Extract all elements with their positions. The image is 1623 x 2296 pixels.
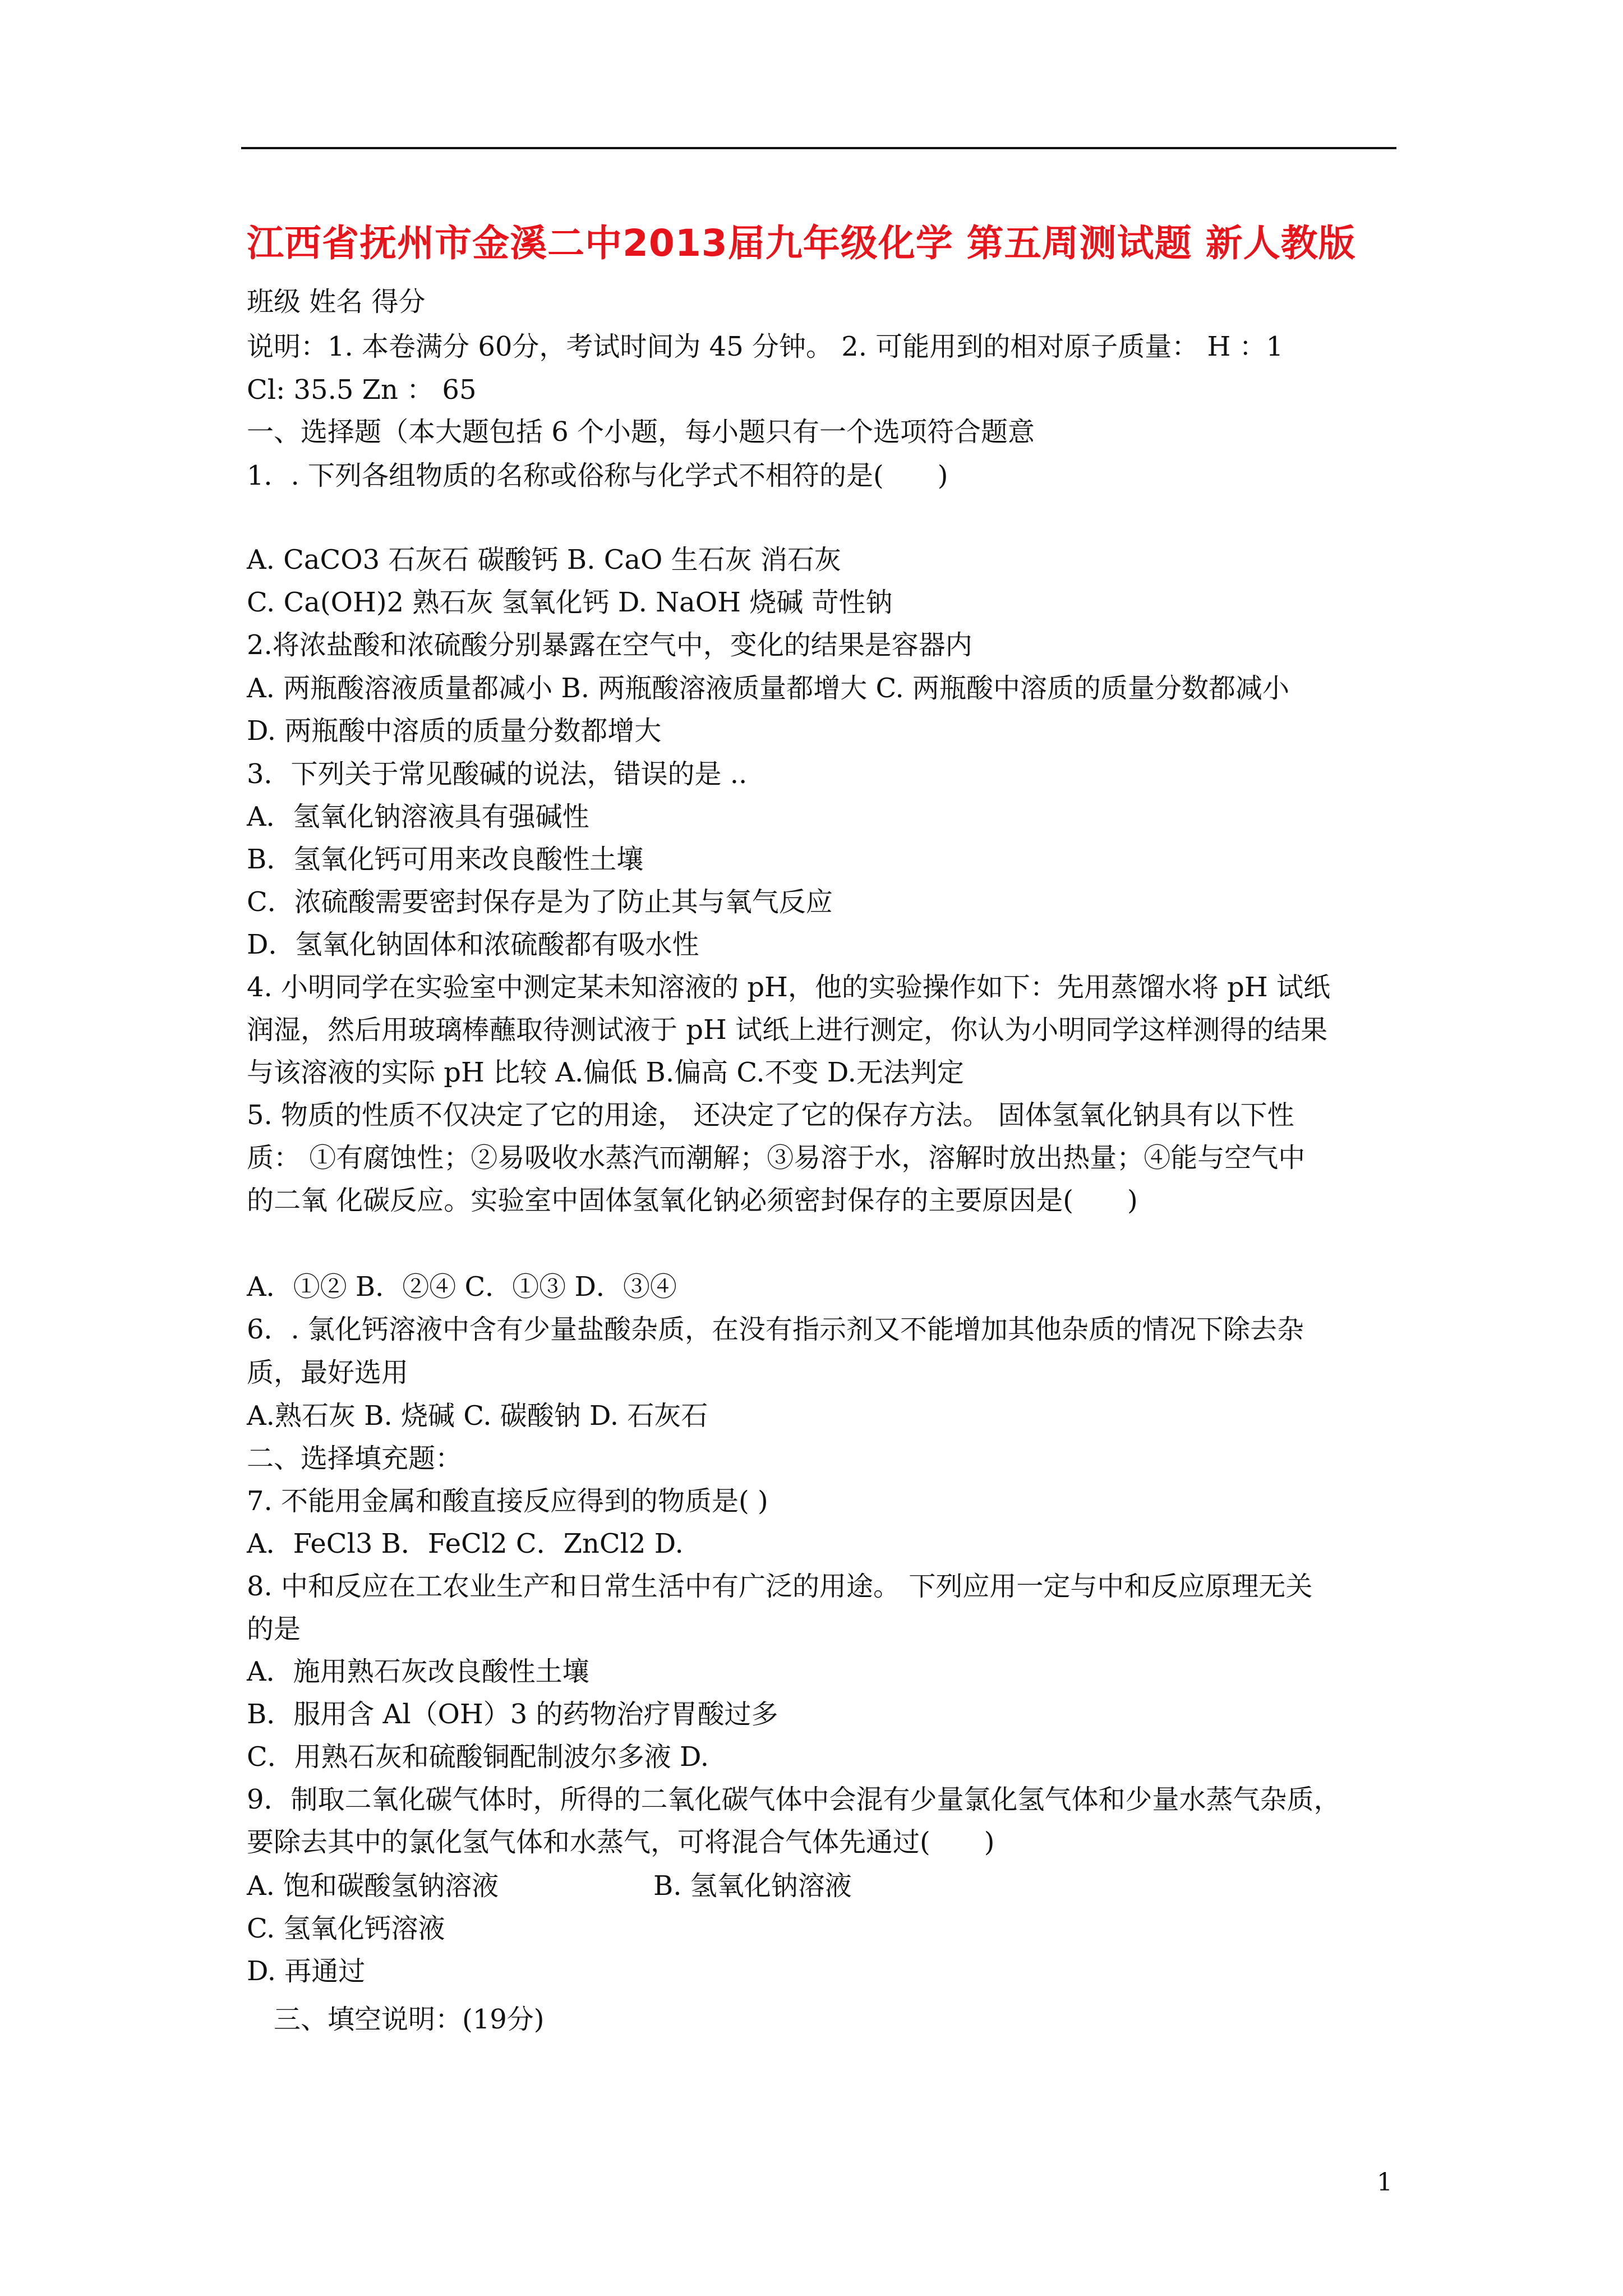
q2-option-line-1: A. 两瓶酸溶液质量都减小 B. 两瓶酸溶液质量都增大 C. 两瓶酸中溶质的质量分数都减小 — [247, 673, 1290, 704]
intro-line-2: Cl: 35.5 Zn ： 65 — [247, 374, 477, 406]
section1-heading: 一、选择题（本大题包括 6 个小题，每小题只有一个选项符合题意 — [247, 416, 1035, 448]
q9-option-a: A. 饱和碳酸氢钠溶液 — [247, 1870, 499, 1902]
q4-line-2: 润湿，然后用玻璃棒蘸取待测试液于 pH 试纸上进行测定，你认为小明同学这样测得的结果 — [247, 1014, 1328, 1046]
header-rule — [241, 147, 1396, 149]
q7-stem: 7. 不能用金属和酸直接反应得到的物质是( ) — [247, 1485, 768, 1517]
q4-line-3: 与该溶液的实际 pH 比较 A.偏低 B.偏高 C.不变 D.无法判定 — [247, 1057, 964, 1088]
header-fields: 班级 姓名 得分 — [247, 286, 426, 318]
q2-stem: 2.将浓盐酸和浓硫酸分别暴露在空气中，变化的结果是容器内 — [247, 629, 972, 661]
q1-option-line-2: C. Ca(OH)2 熟石灰 氢氧化钙 D. NaOH 烧碱 苛性钠 — [247, 587, 893, 618]
q9-line-1: 9．制取二氧化碳气体时，所得的二氧化碳气体中会混有少量氯化氢气体和少量水蒸气杂质， — [247, 1784, 1341, 1815]
section2-heading: 二、选择填充题： — [247, 1443, 463, 1474]
q5-line-1: 5. 物质的性质不仅决定了它的用途， 还决定了它的保存方法。 固体氢氧化钠具有以下性 — [247, 1099, 1294, 1131]
q8-line-2: 的是 — [247, 1613, 301, 1645]
q6-line-2: 质，最好选用 — [247, 1357, 409, 1388]
q5-line-2: 质： ①有腐蚀性；②易吸收水蒸汽而潮解；③易溶于水，溶解时放出热量；④能与空气中 — [247, 1142, 1306, 1174]
q3-stem: 3．下列关于常见酸碱的说法，错误的是 .. — [247, 758, 748, 790]
q9-option-c: C. 氢氧化钙溶液 — [247, 1913, 445, 1944]
q4-line-1: 4. 小明同学在实验室中测定某未知溶液的 pH，他的实验操作如下：先用蒸馏水将 pH 试纸 — [247, 972, 1331, 1003]
q5-line-3: 的二氧 化碳反应。实验室中固体氢氧化钠必须密封保存的主要原因是( ) — [247, 1185, 1138, 1216]
q3-option-a: A．氢氧化钠溶液具有强碱性 — [247, 801, 589, 832]
q8-option-a: A．施用熟石灰改良酸性土壤 — [247, 1656, 589, 1687]
q8-option-c: C．用熟石灰和硫酸铜配制波尔多液 D. — [247, 1741, 709, 1773]
q6-line-1: 6．. 氯化钙溶液中含有少量盐酸杂质，在没有指示剂又不能增加其他杂质的情况下除去杂 — [247, 1314, 1304, 1345]
q3-option-c: C．浓硫酸需要密封保存是为了防止其与氧气反应 — [247, 886, 833, 918]
q3-option-b: B．氢氧化钙可用来改良酸性土壤 — [247, 844, 644, 875]
q7-options: A．FeCl3 B．FeCl2 C．ZnCl2 D. — [247, 1528, 684, 1559]
q9-option-b: B. 氢氧化钠溶液 — [653, 1870, 852, 1902]
document-title: 江西省抚州市金溪二中2013届九年级化学 第五周测试题 新人教版 — [247, 222, 1356, 265]
q5-options: A．①② B．②④ C．①③ D．③④ — [247, 1271, 677, 1303]
q9-line-2: 要除去其中的氯化氢气体和水蒸气，可将混合气体先通过( ) — [247, 1826, 995, 1858]
q2-option-line-2: D. 两瓶酸中溶质的质量分数都增大 — [247, 715, 662, 747]
q3-option-d: D．氢氧化钠固体和浓硫酸都有吸水性 — [247, 929, 699, 960]
q8-option-b: B．服用含 Al（OH）3 的药物治疗胃酸过多 — [247, 1699, 778, 1730]
q9-option-d: D. 再通过 — [247, 1955, 366, 1987]
q8-line-1: 8. 中和反应在工农业生产和日常生活中有广泛的用途。 下列应用一定与中和反应原理无关 — [247, 1571, 1313, 1602]
q1-option-line-1: A. CaCO3 石灰石 碳酸钙 B. CaO 生石灰 消石灰 — [247, 544, 841, 576]
q1-stem: 1．. 下列各组物质的名称或俗称与化学式不相符的是( ) — [247, 460, 948, 491]
section3-heading: 三、填空说明：(19分) — [247, 2004, 545, 2035]
q6-options: A.熟石灰 B. 烧碱 C. 碳酸钠 D. 石灰石 — [247, 1400, 708, 1432]
page-number: 1 — [1377, 2168, 1393, 2197]
intro-line-1: 说明：1. 本卷满分 60分，考试时间为 45 分钟。 2. 可能用到的相对原子质量： H ：1 — [247, 331, 1284, 362]
